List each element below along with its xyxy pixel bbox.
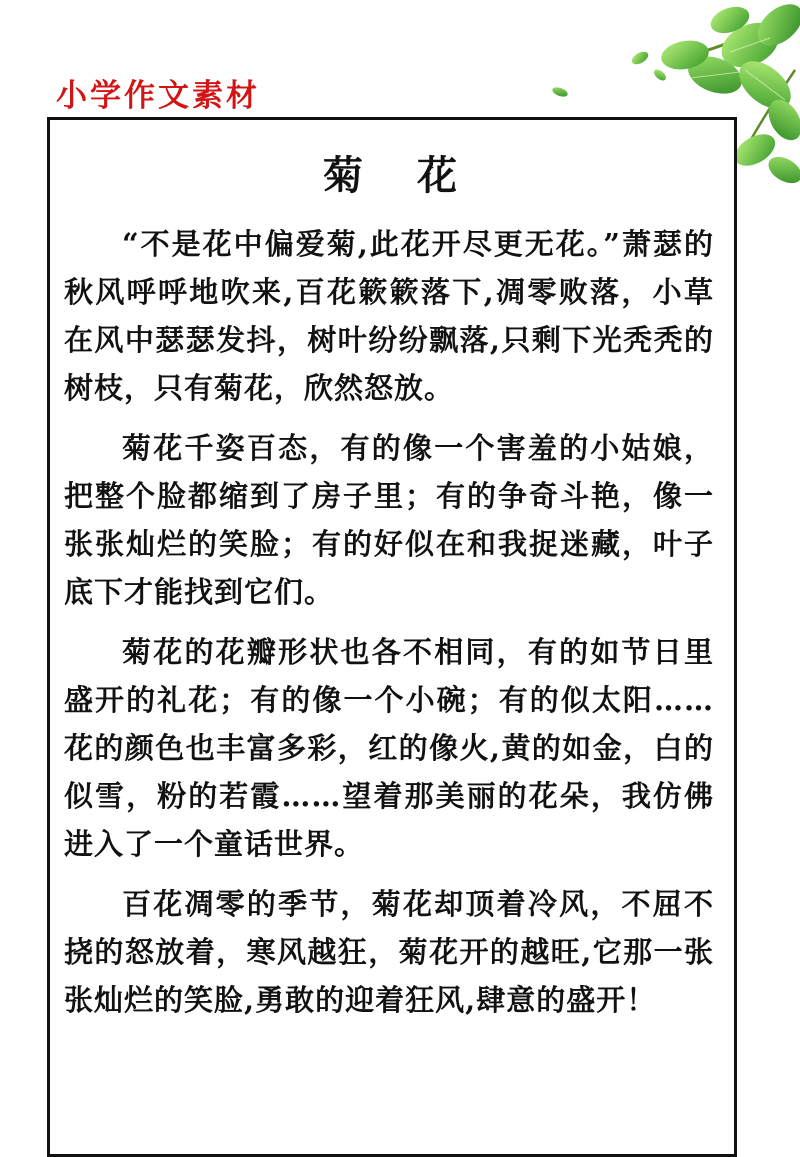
paragraph-3: 菊花的花瓣形状也各不相同，有的如节日里盛开的礼花；有的像一个小碗；有的似太阳……花的颜色也丰富多彩，红的像火,黄的如金，白的似雪，粉的若霞……望着那美丽的花朵，我仿佛进入了一个童话世界。 <box>64 635 714 861</box>
header-label: 小学作文素材 <box>56 78 260 114</box>
article-title: 菊 花 <box>323 152 477 199</box>
paragraph-1: “不是花中偏爱菊,此花开尽更无花。”萧瑟的秋风呼呼地吹来,百花簌簌落下,凋零败落，小草在风中瑟瑟发抖，树叶纷纷飘落,只剩下光秃秃的树枝，只有菊花，欣然怒放。 <box>64 227 714 405</box>
article-body <box>64 220 714 1036</box>
paragraph-2: 菊花千姿百态，有的像一个害羞的小姑娘，把整个脸都缩到了房子里；有的争奇斗艳，像一张张灿烂的笑脸；有的好似在和我捉迷藏，叶子底下才能找到它们。 <box>64 431 714 609</box>
paragraph-4: 百花凋零的季节，菊花却顶着冷风，不屈不挠的怒放着，寒风越狂，菊花开的越旺,它那一张张灿烂的笑脸,勇敢的迎着狂风,肆意的盛开！ <box>64 887 714 1017</box>
